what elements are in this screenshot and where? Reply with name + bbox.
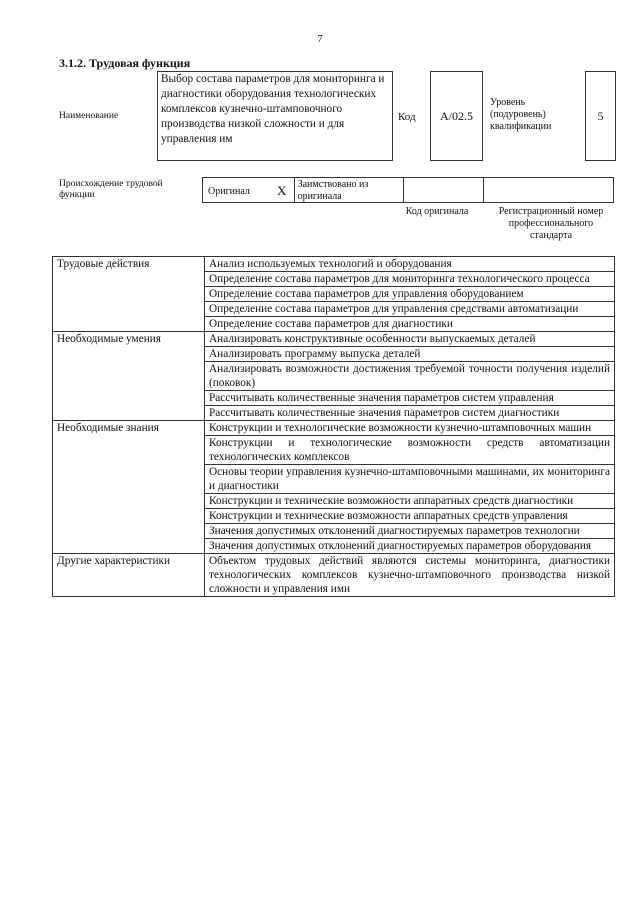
category-cell: Необходимые умения <box>53 332 205 421</box>
code-label: Код <box>398 111 416 123</box>
registration-number-cell <box>484 178 613 202</box>
requirement-item: Конструкции и технологические возможности средств автоматизации технологических комплексов <box>205 436 615 465</box>
requirement-item: Анализировать программу выпуска деталей <box>205 347 615 362</box>
requirement-item: Анализ используемых технологий и оборудования <box>205 257 615 272</box>
name-label: Наименование <box>59 111 119 121</box>
requirement-item: Объектом трудовых действий являются системы мониторинга, диагностики технологических комплексов кузнечно-штамповочного производства низкой сложности и управления ими <box>205 554 615 597</box>
requirement-item: Определение состава параметров для мониторинга технологического процесса <box>205 272 615 287</box>
requirement-item: Рассчитывать количественные значения параметров систем управления <box>205 391 615 406</box>
requirement-item: Значения допустимых отклонений диагностируемых параметров технологии <box>205 524 615 539</box>
requirement-item: Конструкции и технологические возможности кузнечно-штамповочных машин <box>205 421 615 436</box>
requirement-item: Конструкции и технические возможности аппаратных средств управления <box>205 509 615 524</box>
function-name-box <box>157 71 393 161</box>
requirement-item: Конструкции и технические возможности аппаратных средств диагностики <box>205 494 615 509</box>
origin-label: Происхождение трудовой функции <box>59 179 163 200</box>
original-cell <box>203 178 295 202</box>
original-code-caption: Код оригинала <box>405 206 469 217</box>
requirement-item: Основы теории управления кузнечно-штамповочными машинами, их мониторинга и диагностики <box>205 465 615 494</box>
table-row <box>53 421 615 436</box>
category-cell: Другие характеристики <box>53 554 205 597</box>
requirement-item: Определение состава параметров для управления оборудованием <box>205 287 615 302</box>
table-row <box>53 257 615 272</box>
original-code-cell <box>404 178 484 202</box>
original-label: Оригинал <box>208 186 250 197</box>
table-row <box>53 554 615 597</box>
level-label: Уровень (подуровень) квалификации <box>490 97 552 132</box>
requirement-item: Рассчитывать количественные значения параметров систем диагностики <box>205 406 615 421</box>
requirements-table <box>52 256 615 597</box>
requirement-item: Определение состава параметров для управления средствами автоматизации <box>205 302 615 317</box>
requirement-item: Анализировать конструктивные особенности выпускаемых деталей <box>205 332 615 347</box>
borrowed-cell <box>295 178 404 202</box>
table-row <box>53 332 615 347</box>
category-cell: Необходимые знания <box>53 421 205 554</box>
section-title: 3.1.2. Трудовая функция <box>59 56 191 70</box>
category-cell: Трудовые действия <box>53 257 205 332</box>
requirement-item: Определение состава параметров для диагностики <box>205 317 615 332</box>
code-value: A/02.5 <box>440 108 473 123</box>
requirement-item: Значения допустимых отклонений диагностируемых параметров оборудования <box>205 539 615 554</box>
original-mark: X <box>277 183 287 198</box>
level-box <box>585 71 616 161</box>
borrowed-label: Заимствовано из оригинала <box>297 179 369 202</box>
function-name-value: Выбор состава параметров для мониторинга и диагностики оборудования технологических комплексов кузнечно-штамповочного производства низкой сложности и для управления им <box>161 73 385 145</box>
level-value: 5 <box>597 108 604 123</box>
origin-row <box>202 177 614 203</box>
code-box <box>430 71 483 161</box>
registration-number-caption: Регистрационный номер профессионального стандарта <box>498 206 604 241</box>
page-number: 7 <box>317 33 323 45</box>
requirement-item: Анализировать возможности достижения требуемой точности получения изделий (поковок) <box>205 362 615 391</box>
